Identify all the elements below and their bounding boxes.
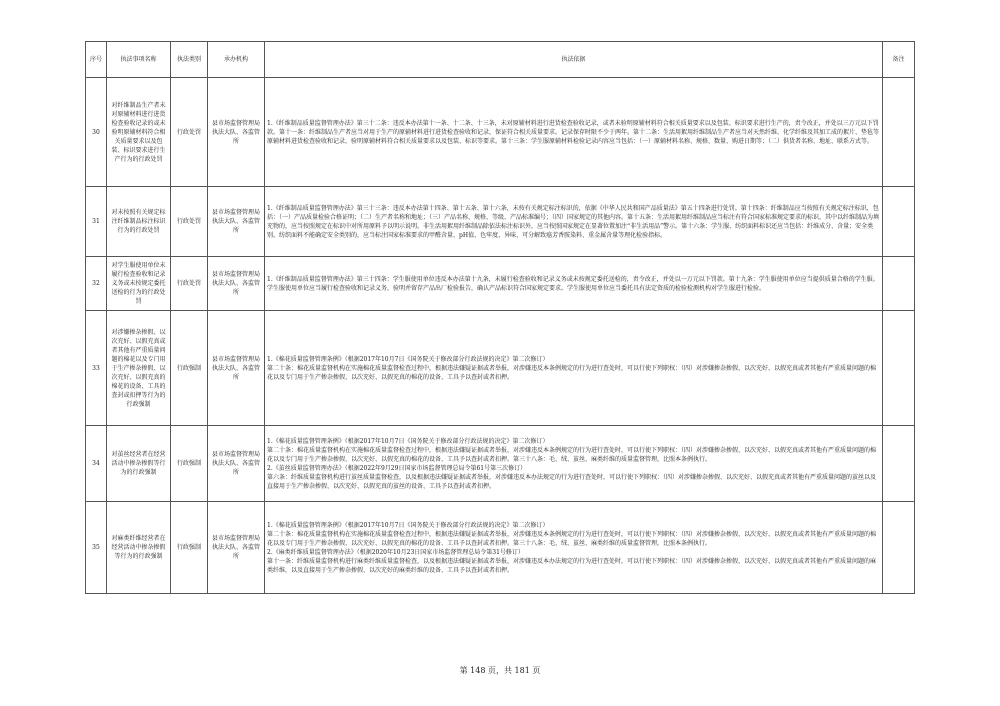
row-basis — [265, 187, 883, 257]
row-category: 行政处罚 — [171, 78, 208, 187]
row-agency: 县市场监督管理局执法大队、各监管所 — [208, 426, 265, 502]
table-row — [86, 311, 915, 426]
table-row — [86, 257, 915, 311]
row-category: 行政处罚 — [171, 187, 208, 257]
basis-paragraph: 2.《麻类纤维质量监督管理办法》（根据2020年10月23日国家市场监督管理总局令第31号修订） — [267, 548, 524, 556]
row-item-name: 对涉嫌掺杂掺假、以次充好、以假充真或者其他有严重质量问题的棉花以及专门用于生产掺杂掺假、以次充好、以假充真的棉花的设备、工具的查封或扣押等行为的行政强制 — [107, 311, 171, 426]
row-item-name: 对麻类纤维经营者在经营活动中掺杂掺假等行为的行政强制 — [107, 502, 171, 594]
basis-paragraph: 1.《棉花质量监督管理条例》（根据2017年10月7日《国务院关于修改部分行政法规的决定》第二次修订） — [267, 355, 549, 363]
row-number: 33 — [86, 311, 107, 426]
basis-paragraph: 第六条：纤维质量监督机构进行茧丝质量监督检查，以及根据违法嫌疑证据或者举报，对涉嫌违反本办法规定的行为进行查处时，可以行使下列职权：（四）对涉嫌掺杂掺假、以次充好、以假充真或者其他有严重质量问题的茧丝以及直接用于生产掺杂掺假、以次充好、以假充真的茧丝的设备、工具予以查封或者扣押。 — [267, 473, 877, 490]
row-remarks — [883, 257, 915, 311]
table-row — [86, 426, 915, 502]
header-item: 执法事项名称 — [107, 42, 171, 78]
header-basis: 执法依据 — [265, 42, 883, 78]
row-basis — [265, 78, 883, 187]
row-number: 30 — [86, 78, 107, 187]
row-number: 31 — [86, 187, 107, 257]
row-remarks — [883, 426, 915, 502]
row-basis — [265, 502, 883, 594]
table-row — [86, 78, 915, 187]
basis-paragraph: 第二十条：棉花质量监督机构在实施棉花质量监督检查过程中，根据违法嫌疑证据或者举报，对涉嫌违反本条例规定的行为进行查处时，可以行使下列职权：（四）对涉嫌掺杂掺假、以次充好、以假充真或者其他有严重质量问题的棉花以及专门用于生产掺杂掺假、以次充好、以假充真的棉花的设备、工具予以查封或者扣押。第三十八条：毛、绒、茧丝、麻类纤维的质量监督管理，比照本条例执行。 — [267, 446, 877, 463]
row-remarks — [883, 187, 915, 257]
basis-paragraph: 1.《棉花质量监督管理条例》（根据2017年10月7日《国务院关于修改部分行政法规的决定》第二次修订） — [267, 521, 549, 529]
row-basis — [265, 426, 883, 502]
row-number: 35 — [86, 502, 107, 594]
row-basis — [265, 257, 883, 311]
row-item-name: 对学生服使用单位未履行检查验收和记录义务或未按规定委托送检的行为的行政处罚 — [107, 257, 171, 311]
enforcement-table — [85, 41, 915, 594]
basis-paragraph: 第十一条：纤维质量监督机构进行麻类纤维质量监督检查，以及根据违法嫌疑证据或者举报，对涉嫌违反本办法规定的行为进行查处时，可以行使下列职权：（四）对涉嫌掺杂掺假、以次充好、以假充真或者其他有严重质量问题的麻类纤维，以及直接用于生产掺杂掺假、以次充好的麻类纤维的设备、工具予以查封或者扣押。 — [267, 557, 877, 574]
basis-paragraph: 1.《纤维制品质量监督管理办法》第三十二条：违反本办法第十一条、十二条、十三条，未对原辅材料进行进货检查验收记录，或者未验明原辅材料符合相关质量要求以及包装、标识要求进行生产的，责令改正，并处以三万元以下罚款。第十一条：纤维制品生产者应当对用于生产的原辅材料进行进货检查验收和记录，保证符合相关质量要求。记录保存时限不少于两年。第十二条：生活用絮用纤维制品生产者应当对天然纤维、化学纤维及其加工成的絮片、垫毡等原辅材料进货检查验收和记录，验明原辅材料符合相关质量要求以及包装、标识等要求。第十三条：学生服原辅材料检验记录内容应当包括：（一）原辅材料名称、规格、数量、购进日期等；（二）供货者名称、地址、联系方式等。 — [267, 119, 880, 145]
row-agency: 县市场监督管理局执法大队、各监管所 — [208, 257, 265, 311]
row-remarks — [883, 78, 915, 187]
header-agency: 承办机构 — [208, 42, 265, 78]
row-category: 行政强制 — [171, 311, 208, 426]
header-no: 序号 — [86, 42, 107, 78]
basis-paragraph: 第二十条：棉花质量监督机构在实施棉花质量监督检查过程中，根据违法嫌疑证据或者举报，对涉嫌违反本条例规定的行为进行查处时，可以行使下列职权：（四）对涉嫌掺杂掺假、以次充好、以假充真或者其他有严重质量问题的棉花以及专门用于生产掺杂掺假、以次充好、以假充真的棉花的设备、工具予以查封或者扣押。第三十八条：毛、绒、茧丝、麻类纤维的质量监督管理，比照本条例执行。 — [267, 530, 877, 547]
basis-paragraph: 第二十条：棉花质量监督机构在实施棉花质量监督检查过程中，根据违法嫌疑证据或者举报，对涉嫌违反本条例规定的行为进行查处时，可以行使下列职权：（四）对涉嫌掺杂掺假、以次充好、以假充真或者其他有严重质量问题的棉花以及专门用于生产掺杂掺假、以次充好、以假充真的棉花的设备、工具予以查封或者扣押。 — [267, 364, 877, 381]
table-header-row — [86, 42, 915, 78]
basis-paragraph: 2.《茧丝质量监督管理办法》（根据2022年9月29日国家市场监督管理总局令第61号第三次修订） — [267, 464, 527, 472]
row-item-name: 对茧丝经营者在经营活动中掺杂掺假等行为的行政强制 — [107, 426, 171, 502]
header-remarks: 备注 — [883, 42, 915, 78]
row-item-name: 对纤维制品生产者未对原辅材料进行进货检查验收记录的或未验明原辅材料符合相关质量要求以及包装、标识要求进行生产行为的行政处罚 — [107, 78, 171, 187]
row-agency: 县市场监督管理局执法大队、各监管所 — [208, 311, 265, 426]
table-row — [86, 187, 915, 257]
row-number: 34 — [86, 426, 107, 502]
row-agency: 县市场监督管理局执法大队、各监管所 — [208, 502, 265, 594]
row-basis — [265, 311, 883, 426]
row-category: 行政强制 — [171, 502, 208, 594]
basis-paragraph: 1.《纤维制品质量监督管理办法》第三十四条：学生服使用单位违反本办法第十九条，未履行检查验收和记录义务或未按规定委托送检的，责令改正，并处以一万元以下罚款。第十九条：学生服使用单位应当提供质量合格的学生服。学生服使用单位应当履行检查验收和记录义务，验明并留存产品出厂检验报告，确认产品标识符合国家规定要求。学生服使用单位应当委托具有法定资质的检验检测机构对学生服进行检验。 — [267, 275, 879, 292]
row-remarks — [883, 502, 915, 594]
row-category: 行政处罚 — [171, 257, 208, 311]
row-number: 32 — [86, 257, 107, 311]
row-agency: 县市场监督管理局执法大队、各监管所 — [208, 78, 265, 187]
basis-paragraph: 1.《棉花质量监督管理条例》（根据2017年10月7日《国务院关于修改部分行政法规的决定》第二次修订） — [267, 437, 549, 445]
row-category: 行政强制 — [171, 426, 208, 502]
page-footer: 第 148 页，共 181 页 — [459, 666, 541, 675]
row-remarks — [883, 311, 915, 426]
table-row — [86, 502, 915, 594]
row-agency: 县市场监督管理局执法大队、各监管所 — [208, 187, 265, 257]
basis-paragraph: 1.《纤维制品质量监督管理办法》第三十三条：违反本办法第十四条、第十五条、第十六条，未按有关规定标注标识的，依据《中华人民共和国产品质量法》第五十四条进行处罚。第十四条：纤维制品应当按照有关规定标注标识，包括：（一）产品质量检验合格证明；（二）生产者名称和地址；（三）产品名称、规格、等级、产品标准编号；（四）国家规定的其他内容。第十五条：生活用絮用纤维制品应当标注有符合国家标准规定要求的标识，其中以纤维制品为填充物的，应当按照规定在标识中对所用原料予以明示说明。非生活用絮用纤维制品除依法标注标识外，应当按照国家规定在显著位置加注“非生活用品”警示。第十六条：学生服、纺织面料标识还应当包括：纤维成分、含量；安全类别。纺织面料不能确定安全类别的，应当标注国家标准要求的甲醛含量、pH值、色牢度、异味、可分解致癌芳香胺染料、重金属含量等理化检验指标。 — [267, 204, 880, 239]
header-category: 执法类别 — [171, 42, 208, 78]
row-item-name: 对未按照有关规定标注纤维制品标注标识行为的行政处罚 — [107, 187, 171, 257]
